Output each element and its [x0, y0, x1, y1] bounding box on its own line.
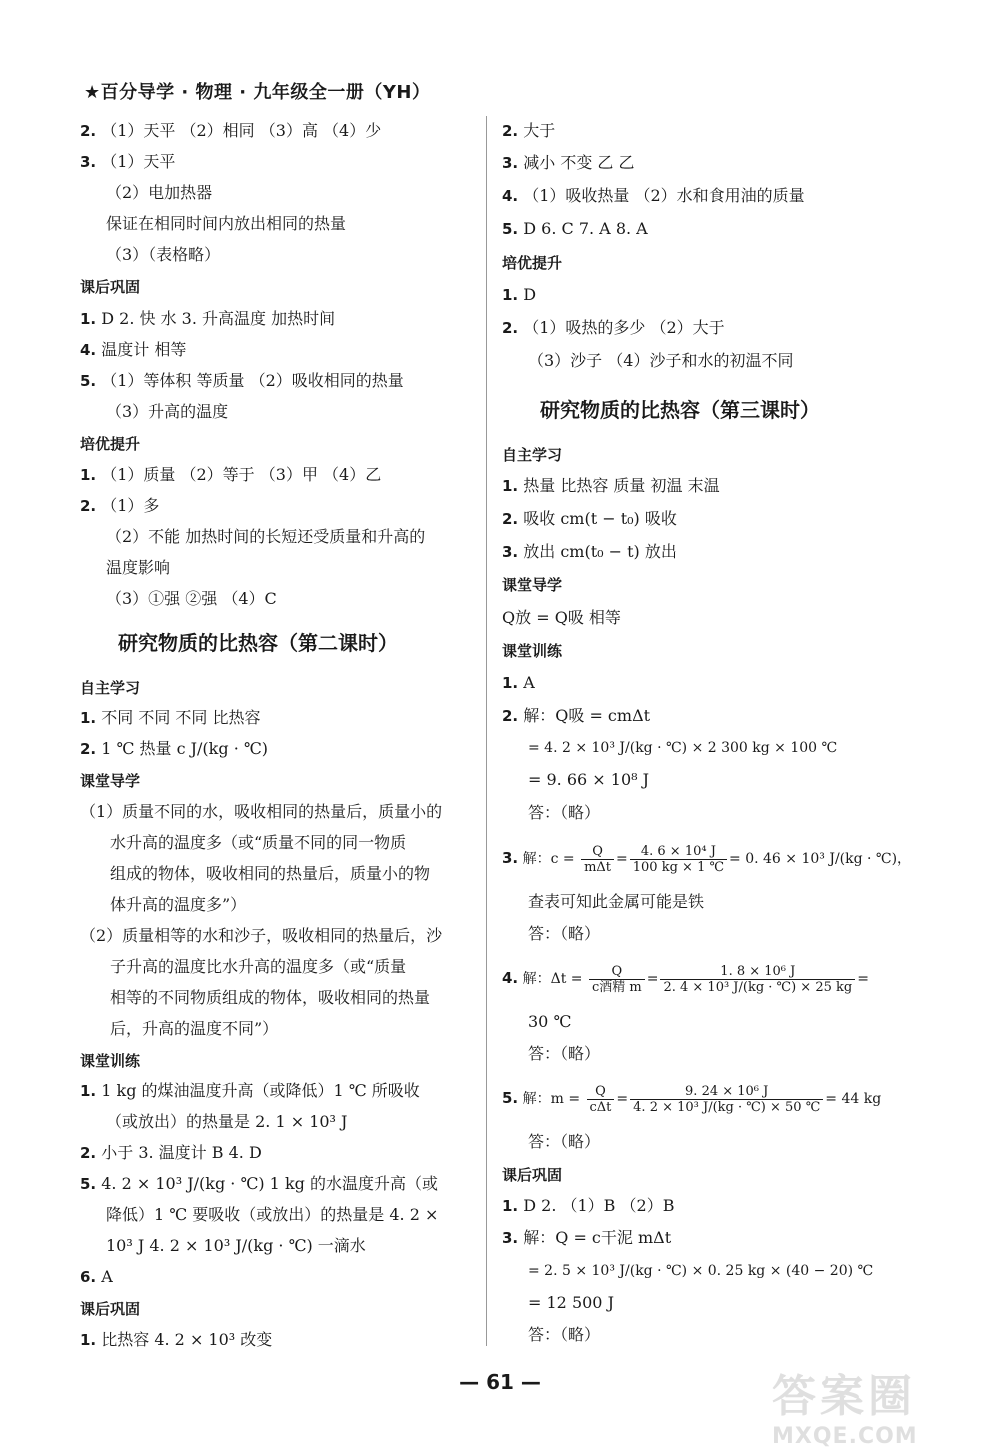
answer-line: 2. 吸收 cm(t − t₀) 吸收 — [502, 509, 677, 528]
section-heading: 课后巩固 — [80, 278, 141, 296]
answer-line: （3）①强 ②强 （4）C — [106, 589, 277, 608]
answer-line: 1. 不同 不同 不同 比热容 — [80, 708, 261, 727]
answer-line: 2. 1 ℃ 热量 c J/(kg · ℃) — [80, 739, 269, 758]
lesson-title: 研究物质的比热容（第二课时） — [118, 631, 398, 655]
answer-line: 保证在相同时间内放出相同的热量 — [106, 214, 347, 233]
answer-line: 温度影响 — [106, 558, 171, 577]
answer-line: 组成的物体，吸收相同的热量后，质量小的物 — [110, 864, 431, 883]
answer-note: 答：（略） — [528, 1044, 601, 1063]
section-heading: 培优提升 — [502, 254, 563, 272]
answer-line: （2）质量相等的水和沙子，吸收相同的热量后，沙 — [80, 926, 443, 945]
answer-line: （1）质量不同的水，吸收相同的热量后，质量小的 — [80, 802, 443, 821]
section-heading: 课堂训练 — [502, 642, 563, 660]
answer-note: 答：（略） — [528, 803, 601, 822]
answer-line: （3）（表格略） — [106, 245, 221, 264]
calc-line: 3. 解：c = $\frac{Q}{\text{mΔt}}$ = $\frac{\text{4. 6 × 10⁴ J}}{100 kg \times 1 ℃}$ = 0. 46 × 10³ J/(kg · ℃)， — [502, 843, 912, 875]
answer-line: （2）电加热器 — [106, 183, 213, 202]
answer-line: 2. 小于 3. 温度计 B 4. D — [80, 1143, 262, 1162]
answer-line: 2. （1）天平 （2）相同 （3）高 （4）少 — [80, 121, 382, 140]
answer-line: 2. （1）多 — [80, 496, 160, 515]
fraction: $\frac{\text{9. 24 × 10⁶ J}}{\text{4. 2 × 10³ J/(kg · ℃) × 50 ℃}}$ — [630, 1084, 823, 1115]
calc-line: = 4. 2 × 10³ J/(kg · ℃) × 2 300 kg × 100 ℃ — [528, 740, 838, 756]
section-heading: 课后巩固 — [502, 1166, 563, 1184]
answer-line: 水升高的温度多（或“质量不同的同一物质 — [110, 833, 407, 852]
fraction: $\frac{\text{1. 8 × 10⁶ J}}{\text{2. 4 × 10³ J/(kg · ℃) × 25 kg}}$ — [660, 964, 855, 995]
answer-line: 4. （1）吸收热量 （2）水和食用油的质量 — [502, 186, 805, 205]
calc-line: = 9. 66 × 10⁸ J — [528, 770, 650, 789]
section-heading: 自主学习 — [502, 446, 563, 464]
calc-line: 5. 解：m = $\frac{Q}{\text{cΔt}}$ = $\frac{\text{9. 24 × 10⁶ J}}{\text{4. 2 × 10³ J/(kg · ℃) × 50 ℃}}$ = 44 kg — [502, 1083, 882, 1115]
answer-line: 2. （1）吸热的多少 （2）大于 — [502, 318, 725, 337]
answer-line: 1. A — [502, 673, 535, 692]
answer-line: 1. D 2. （1）B （2）B — [502, 1196, 675, 1215]
answer-line: （2）不能 加热时间的长短还受质量和升高的 — [106, 527, 426, 546]
answer-line: 6. A — [80, 1267, 113, 1286]
section-heading: 课后巩固 — [80, 1300, 141, 1318]
watermark-logo: 答案圈 MXQE.COM — [772, 1371, 918, 1449]
answer-line: 相等的不同物质组成的物体，吸收相同的热量 — [110, 988, 431, 1007]
answer-line: 体升高的温度多”） — [110, 895, 247, 914]
answer-note: 答：（略） — [528, 1132, 601, 1151]
answer-line: 2. 大于 — [502, 121, 556, 140]
fraction: $\frac{Q}{\text{cΔt}}$ — [587, 1084, 615, 1115]
answer-line: 1. D — [502, 285, 537, 304]
section-heading: 课堂导学 — [80, 772, 141, 790]
page-header: ★百分导学 · 物理 · 九年级全一册（YH） — [84, 82, 431, 103]
answer-line: 降低）1 ℃ 要吸收（或放出）的热量是 4. 2 × — [106, 1205, 439, 1224]
section-heading: 课堂训练 — [80, 1052, 141, 1070]
lesson-title: 研究物质的比热容（第三课时） — [540, 398, 820, 422]
answer-line: 10³ J 4. 2 × 10³ J/(kg · ℃) 一滴水 — [106, 1236, 366, 1255]
calc-line: = 2. 5 × 10³ J/(kg · ℃) × 0. 25 kg × (40 − 20) ℃ — [528, 1263, 874, 1279]
answer-line: 1. D 2. 快 水 3. 升高温度 加热时间 — [80, 309, 336, 328]
calc-line: 4. 解：Δt = $\frac{Q}{\text{c酒精 m}}$ = $\frac{\text{1. 8 × 10⁶ J}}{\text{2. 4 × 10³ J/(kg · ℃) × 25 kg}}$ = — [502, 963, 869, 995]
answer-line: （3）升高的温度 — [106, 402, 229, 421]
answer-line: 5. 4. 2 × 10³ J/(kg · ℃) 1 kg 的水温度升高（或 — [80, 1174, 438, 1193]
answer-line: （或放出）的热量是 2. 1 × 10³ J — [106, 1112, 348, 1131]
section-heading: 自主学习 — [80, 679, 141, 697]
answer-line: Q放 = Q吸 相等 — [502, 608, 621, 627]
answer-line: 1. （1）质量 （2）等于 （3）甲 （4）乙 — [80, 465, 382, 484]
answer-line: 2. 解：Q吸 = cmΔt — [502, 706, 651, 725]
answer-line: 子升高的温度比水升高的温度多（或“质量 — [110, 957, 407, 976]
answer-line: 后，升高的温度不同”） — [110, 1019, 279, 1038]
answer-line: 4. 温度计 相等 — [80, 340, 187, 359]
answer-note: 答：（略） — [528, 1325, 601, 1344]
answer-line: （3）沙子 （4）沙子和水的初温不同 — [528, 351, 794, 370]
calc-line: = 12 500 J — [528, 1293, 614, 1312]
answer-line: 1. 热量 比热容 质量 初温 末温 — [502, 476, 720, 495]
column-divider — [486, 116, 487, 1346]
fraction: $\frac{\text{4. 6 × 10⁴ J}}{100 kg \times 1 ℃}$ — [630, 844, 727, 875]
fraction: $\frac{Q}{\text{mΔt}}$ — [581, 844, 614, 875]
answer-line: 3. （1）天平 — [80, 152, 176, 171]
answer-line: 1. 比热容 4. 2 × 10³ 改变 — [80, 1330, 273, 1349]
answer-note: 答：（略） — [528, 924, 601, 943]
section-heading: 课堂导学 — [502, 576, 563, 594]
calc-line: 30 ℃ — [528, 1012, 572, 1031]
answer-line: 3. 放出 cm(t₀ − t) 放出 — [502, 542, 677, 561]
section-heading: 培优提升 — [80, 435, 141, 453]
answer-line: 查表可知此金属可能是铁 — [528, 892, 705, 911]
answer-line: 5. D 6. C 7. A 8. A — [502, 219, 648, 238]
fraction: $\frac{Q}{\text{c酒精 m}}$ — [589, 964, 645, 995]
answer-line: 3. 减小 不变 乙 乙 — [502, 153, 635, 172]
page-number: — 61 — — [459, 1370, 541, 1394]
answer-line: 1. 1 kg 的煤油温度升高（或降低）1 ℃ 所吸收 — [80, 1081, 420, 1100]
answer-line: 3. 解：Q = c干泥 mΔt — [502, 1228, 672, 1247]
answer-line: 5. （1）等体积 等质量 （2）吸收相同的热量 — [80, 371, 404, 390]
